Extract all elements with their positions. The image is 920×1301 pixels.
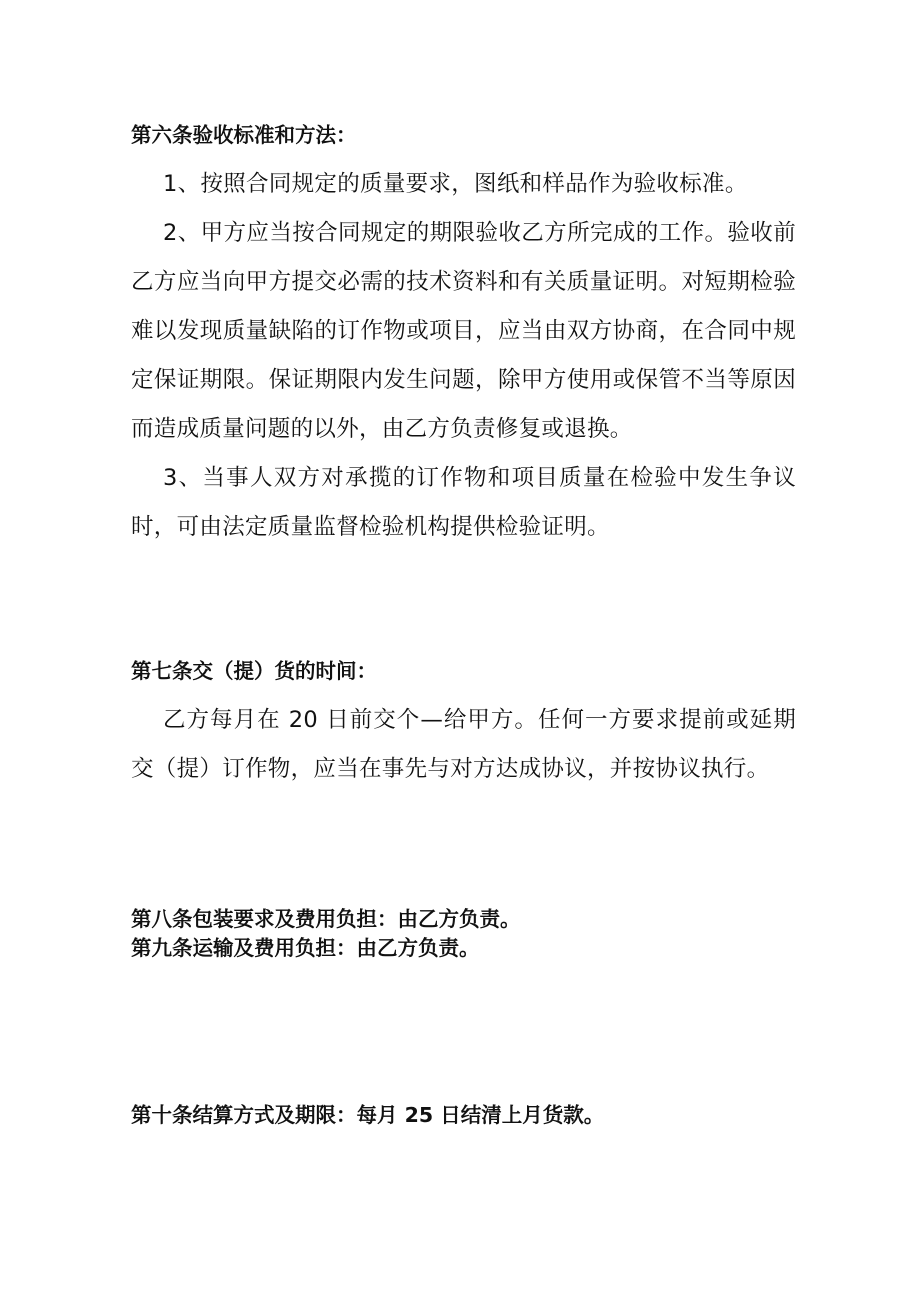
article-6-clause-3: 3、当事人双方对承揽的订作物和项目质量在检验中发生争议时，可由法定质量监督检验机构提供检验证明。 [131,465,796,540]
article-6-clause-1: 1、按照合同规定的质量要求，图纸和样品作为验收标准。 [163,171,748,197]
article-7-body: 乙方每月在 20 日前交个—给甲方。任何一方要求提前或延期交（提）订作物，应当在事先与对方达成协议，并按协议执行。 [131,707,796,782]
article-9-heading: 第九条运输及费用负担：由乙方负责。 [131,936,480,960]
article-6-clause-2: 2、甲方应当按合同规定的期限验收乙方所完成的工作。验收前乙方应当向甲方提交必需的技术资料和有关质量证明。对短期检验难以发现质量缺陷的订作物或项目，应当由双方协商，在合同中规定保证期限。保证期限内发生问题，除甲方使用或保管不当等原因而造成质量问题的以外，由乙方负责修复或退换。 [131,220,796,442]
article-7-heading: 第七条交（提）货的时间： [131,659,377,683]
article-10-heading: 第十条结算方式及期限：每月 25 日结清上月货款。 [131,1103,605,1127]
article-6-heading: 第六条验收标准和方法： [131,123,357,147]
article-8-heading: 第八条包装要求及费用负担：由乙方负责。 [131,907,521,931]
